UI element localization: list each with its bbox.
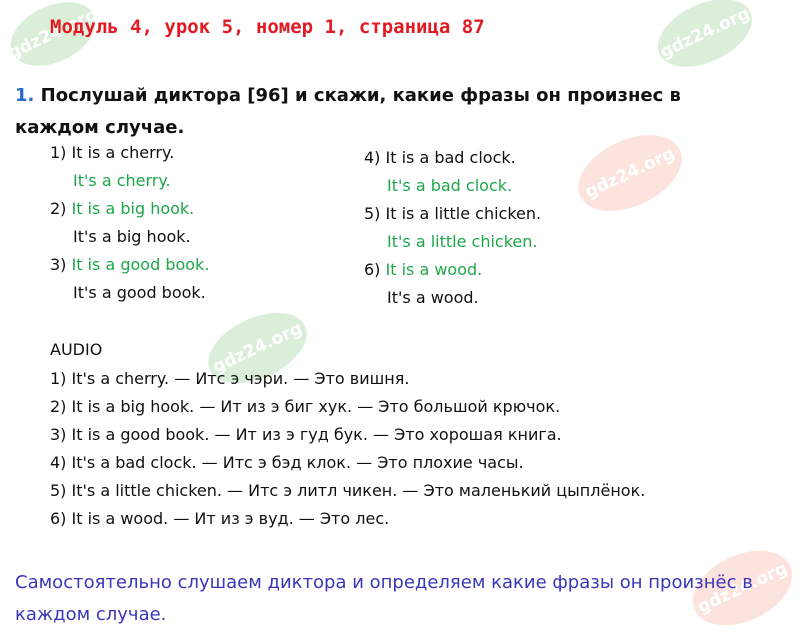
answer-item-2 bbox=[50, 199, 194, 219]
item-number: 2) bbox=[50, 199, 67, 218]
audio-line: 1) It's a cherry. — Итс э чэри. — Это вишня. bbox=[50, 369, 410, 388]
watermark-text: gdz24.org bbox=[5, 4, 101, 64]
audio-line: 4) It's a bad clock. — Итс э бэд клок. — Это плохие часы. bbox=[50, 453, 524, 472]
watermark-text: gdz24.org bbox=[657, 3, 753, 63]
item-text: It is a cherry. bbox=[66, 143, 175, 162]
item-number: 4) bbox=[364, 148, 381, 167]
task-number: 1. bbox=[15, 85, 35, 106]
task-text: Послушай диктора [96] и скажи, какие фразы он произнес в каждом случае. bbox=[15, 85, 681, 138]
solution-note: Самостоятельно слушаем диктора и определяем какие фразы он произнёс в каждом случае. bbox=[15, 572, 753, 625]
answer-alt-4: It's a bad clock. bbox=[387, 176, 513, 195]
audio-line: 2) It is a big hook. — Ит из э биг хук. — Это большой крючок. bbox=[50, 397, 561, 416]
answer-alt-6: It's a wood. bbox=[387, 288, 479, 307]
answer-alt-5: It's a little chicken. bbox=[387, 232, 538, 251]
item-text: It is a good book. bbox=[66, 255, 210, 274]
item-text: It is a big hook. bbox=[66, 199, 195, 218]
task-statement bbox=[15, 80, 765, 144]
answer-alt-3: It's a good book. bbox=[73, 283, 206, 302]
answer-item-6 bbox=[364, 260, 482, 280]
answer-item-1 bbox=[50, 143, 174, 163]
audio-line: 5) It's a little chicken. — Итс э литл чикен. — Это маленький цыплёнок. bbox=[50, 481, 646, 500]
watermark-logo bbox=[0, 0, 105, 78]
item-number: 5) bbox=[364, 204, 381, 223]
item-text: It is a bad clock. bbox=[380, 148, 516, 167]
audio-line: 6) It is a wood. — Ит из э вуд. — Это лес. bbox=[50, 509, 390, 528]
item-text: It is a little chicken. bbox=[380, 204, 542, 223]
answer-alt-1: It's a cherry. bbox=[73, 171, 171, 190]
page-title: Модуль 4, урок 5, номер 1, страница 87 bbox=[50, 16, 485, 38]
answer-item-5 bbox=[364, 204, 541, 224]
watermark-logo bbox=[647, 0, 762, 80]
answer-item-3 bbox=[50, 255, 209, 275]
audio-line: 3) It is a good book. — Ит из э гуд бук. — Это хорошая книга. bbox=[50, 425, 562, 444]
answer-alt-2: It's a big hook. bbox=[73, 227, 191, 246]
watermark-text: gdz24.org bbox=[694, 558, 791, 618]
audio-heading: AUDIO bbox=[50, 340, 103, 359]
item-number: 3) bbox=[50, 255, 67, 274]
watermark-text: gdz24.org bbox=[582, 143, 678, 203]
item-number: 1) bbox=[50, 143, 67, 162]
watermark-text: gdz24.org bbox=[209, 318, 306, 378]
item-text: It is a wood. bbox=[380, 260, 483, 279]
answer-item-4 bbox=[364, 148, 516, 168]
item-number: 6) bbox=[364, 260, 381, 279]
